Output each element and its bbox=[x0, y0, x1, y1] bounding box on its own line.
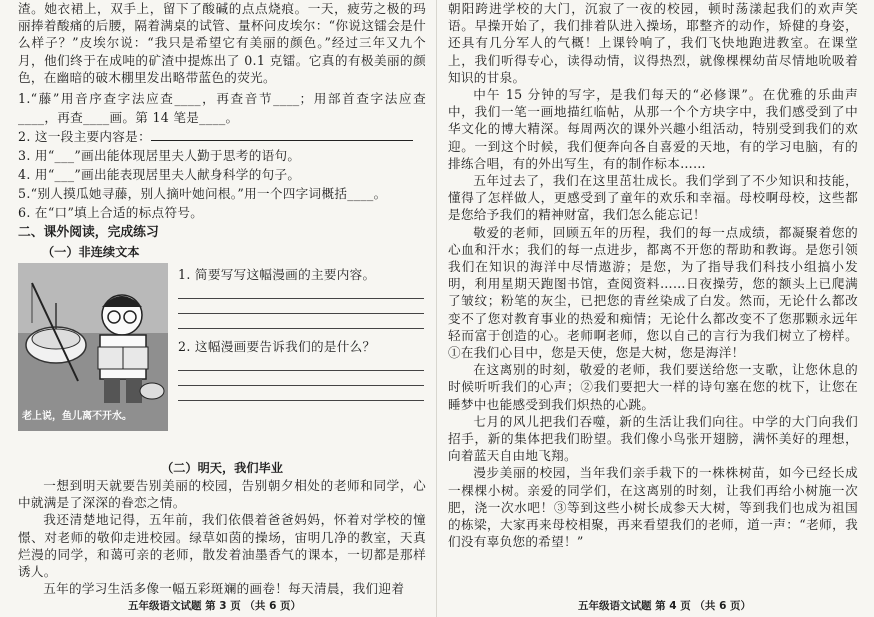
article-paragraph: 一想到明天就要告别美丽的校园，告别朝夕相处的老师和同学，心中就满是了深深的眷恋之情。 bbox=[18, 478, 426, 511]
page-divider bbox=[436, 0, 437, 617]
article-paragraph: 朝阳跨进学校的大门，沉寂了一夜的校园，顿时荡漾起我们的欢声笑语。早操开始了，我们排着队进入操场，耶整齐的动作，矫健的身姿，还具有几分军人的气概！上课铃响了，我们飞快地跑进教室。在课堂上，我们听得专心，读得动情，议得热烈，就像棵棵幼苗尽情地吮吸着知识的甘泉。 bbox=[448, 1, 858, 85]
cartoon-question-1: 1. 简要写写这幅漫画的主要内容。 bbox=[178, 267, 376, 283]
question-6: 6. 在“口”填上合适的标点符号。 bbox=[18, 205, 204, 221]
page-4 bbox=[448, 0, 858, 617]
answer-blank[interactable] bbox=[151, 128, 413, 141]
question-1: 1.“藤”用音序查字法应查____，再查音节____；用部首查字法应查____，再查____画。第 14 笔是____。 bbox=[18, 91, 426, 126]
part-2-heading: （二）明天，我们毕业 bbox=[161, 461, 283, 476]
article-paragraph: 五年过去了，我们在这里茁壮成长。我们学到了不少知识和技能，懂得了怎样做人，更感受到了童年的欢乐和幸福。母校啊母校，这些都是您给予我们的精神财富，我们怎么能忘记！ bbox=[448, 173, 858, 223]
answer-line[interactable] bbox=[178, 313, 424, 314]
answer-line[interactable] bbox=[178, 400, 424, 401]
page-footer: 五年级语文试题 第 4 页 （共 6 页） bbox=[578, 600, 752, 612]
page-footer: 五年级语文试题 第 3 页 （共 6 页） bbox=[128, 600, 302, 612]
article-paragraph: 七月的风儿把我们吞噬，新的生活让我们向往。中学的大门向我们招手，新的集体把我们盼望。我们像小鸟张开翅膀，满怀美好的理想，向着蓝天自由地飞翔。 bbox=[448, 413, 858, 464]
article-paragraph: 敬爱的老师，回顾五年的历程，我们的每一点成绩，都凝聚着您的心血和汗水；我们的每一点进步，都离不开您的帮助和教诲。是您引领我们在知识的海洋中尽情遨游；是您，为了指导我们科技小组搞小发明，利用星期天跑图书馆，查阅资料……日夜操劳，您的额头上已爬满了皱纹；粉笔的灰尘，已把您的青丝染成了白发。然而，无论什么都改变不了您对教育事业的热爱和痴情；无论什么都改变不了您那颗永远年轻而富于创造的心。老师啊老师，您以自己的言行为我们树立了榜样。①在我们心目中，您是天使，您是大树，您是海洋！ bbox=[448, 224, 858, 361]
cartoon-section bbox=[18, 261, 426, 459]
cartoon-image bbox=[18, 263, 168, 431]
question-3: 3. 用“___”画出能体现居里夫人勤于思考的语句。 bbox=[18, 148, 301, 164]
article-paragraph: 在这离别的时刻，敬爱的老师，我们要送给您一支歌，让您休息的时候听听我们的心声；②我们要把大一样的诗句塞在您的枕下，让您在睡梦中也能感受到我们炽热的心跳。 bbox=[448, 362, 858, 412]
article-paragraph: 我还清楚地记得，五年前，我们依偎着爸爸妈妈，怀着对学校的憧憬、对老师的敬仰走进校园。绿草如茵的操场，宙明几净的教室，天真烂漫的同学，和蔼可亲的老师，散发着油墨香气的课本，一切都是那样诱人。 bbox=[18, 512, 426, 580]
question-4: 4. 用“___”画出能表现居里夫人献身科学的句子。 bbox=[18, 167, 301, 183]
section-2-heading: 二、课外阅读，完成练习 bbox=[18, 225, 159, 241]
cartoon-question-2: 2. 这幅漫画要告诉我们的是什么？ bbox=[178, 339, 376, 355]
question-2: 2. 这一段主要内容是： bbox=[18, 127, 426, 146]
page-3 bbox=[18, 0, 426, 617]
answer-line[interactable] bbox=[178, 370, 424, 371]
reading-passage-end: 渣。她衣裙上，双手上，留下了酸碱的点点烧痕。一天，疲劳之极的玛丽捧着酸痛的后腰，隔着满桌的试管、量杯问皮埃尔：“你说这镭会是什么样子？”皮埃尔说：“我只是希望它有美丽的颜色。”经过三年又九个月，他们终于在成吨的矿渣中提炼出了 0.1 克镭。它真的有极美丽的颜色，在幽暗的破木棚里发出略带蓝色的荧光。 bbox=[18, 1, 426, 85]
article-paragraph: 中午 15 分钟的写字，是我们每天的“必修课”。在优雅的乐曲声中，我们一笔一画地描红临帖，从那一个个方块字中，我们感受到了中华文化的博大精深。每周两次的课外兴趣小组活动，特别受到我们的欢迎。一到这个时候，我们便奔向各自喜爱的天地，有的学习电脑，有的排练合唱，有的外出写生，有的制作标本…… bbox=[448, 87, 858, 171]
question-group bbox=[18, 89, 426, 222]
answer-line[interactable] bbox=[178, 328, 424, 329]
cartoon-questions bbox=[178, 265, 424, 401]
question-5: 5.“别人摸瓜她寻藤，别人摘叶她问根。”用一个四字词概括____。 bbox=[18, 186, 387, 202]
part-1-heading: （一）非连续文本 bbox=[42, 245, 140, 260]
cartoon-caption: 老上说，鱼儿离不开水。 bbox=[22, 411, 132, 423]
article-paragraph: 五年的学习生活多像一幅五彩斑斓的画卷！每天清晨，我们迎着 bbox=[43, 581, 405, 597]
cartoon-drawing bbox=[18, 263, 168, 431]
answer-line[interactable] bbox=[178, 298, 424, 299]
article-paragraph: 漫步美丽的校园，当年我们亲手栽下的一株株树苗，如今已经长成一棵棵小树。亲爱的同学们，在这离别的时刻，让我们再给小树施一次肥，浇一次水吧！③等到这些小树长成参天大树，等到我们也成为祖国的栋梁，大家再来母校相聚，再来看望我们的老师，道一声：“老师，我们没有辜负您的希望！” bbox=[448, 465, 858, 550]
answer-line[interactable] bbox=[178, 385, 424, 386]
